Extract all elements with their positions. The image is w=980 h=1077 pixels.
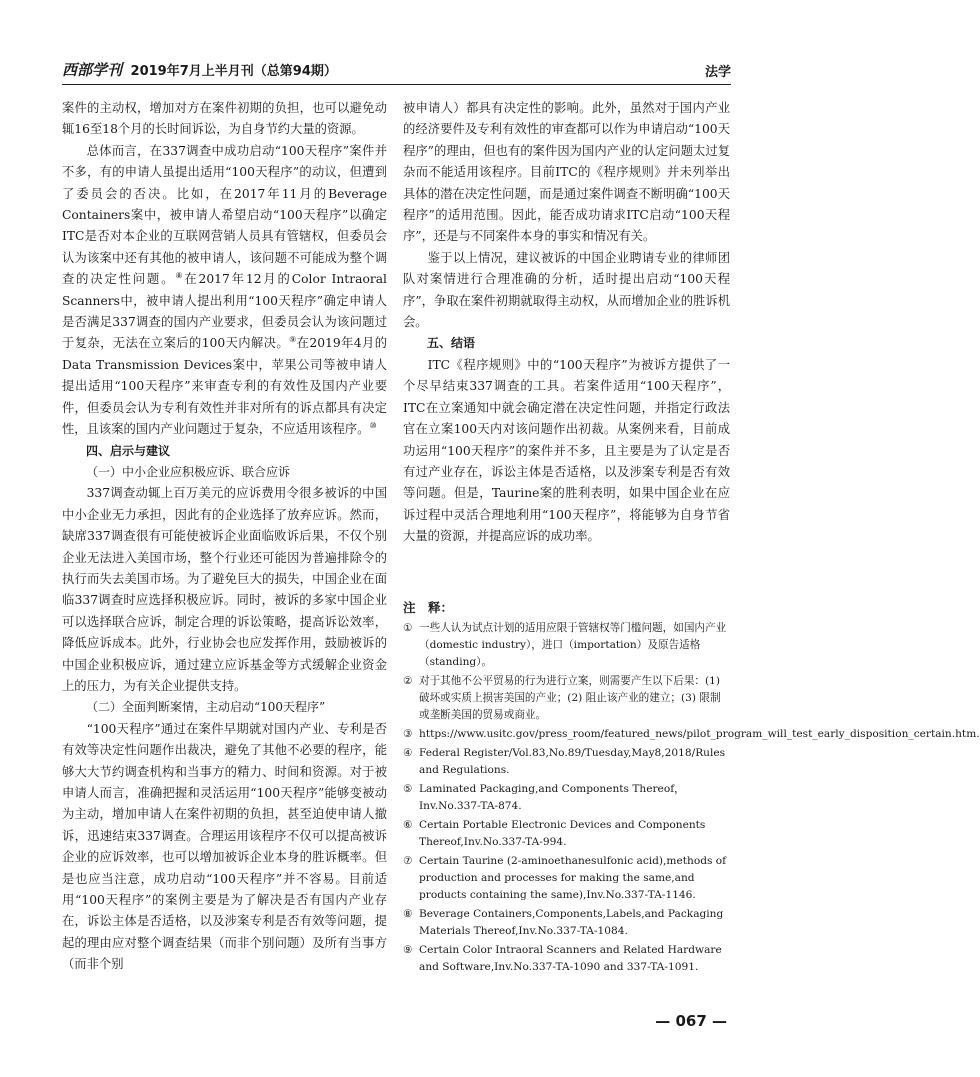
paragraph: ITC《程序规则》中的“100天程序”为被诉方提供了一个尽早结束337调查的工具。若案件适用“100天程序”，ITC在立案通知中就会确定潜在决定性问题，并指定行政法官在立案100天内对该问题作出初裁。从案例来看，目前成功运用“100天程序”的案件并不多，且主要是为了认定是否有过产业存在，诉讼主体是否适格，以及涉案专利是否有效等问题。但是，Taurine案的胜利表明，如果中国企业在应诉过程中灵活合理地利用“100天程序”，将能够为自身节省大量的资源，并提高应诉的成功率。 xyxy=(403,357,730,544)
section-label: 法学 xyxy=(704,65,731,80)
paragraph: 被申请人）都具有决定性的影响。此外，虽然对于国内产业的经济要件及专利有效性的审查都可以作为申请启动“100天程序”的理由，但也有的案件因为国内产业的认定问题太过复杂而不能适用该程序。目前ITC的《程序规则》并未列举出具体的潜在决定性问题，而是通过案件调查不断明确“100天程序”的适用范围。因此，能否成功请求ITC启动“100天程序”，还是与不同案件本身的事实和情况有关。 xyxy=(403,101,730,244)
footnote-ref: ⑩ xyxy=(369,421,377,430)
footnote-number: ⑥ xyxy=(403,819,413,831)
footnotes xyxy=(403,598,980,978)
footnote-number: ③ xyxy=(403,728,413,740)
footnote-number: ⑨ xyxy=(403,944,413,956)
left-column xyxy=(62,98,387,976)
footnote-number: ① xyxy=(403,622,413,634)
right-column xyxy=(403,98,730,548)
section-heading: 四、启示与建议 xyxy=(86,443,171,458)
footnote-item xyxy=(403,745,730,779)
footnotes-title: 注 释： xyxy=(403,600,454,615)
footnotes-list xyxy=(403,620,980,976)
footnote-text: Beverage Containers,Components,Labels,and Packaging Materials Thereof,Inv.No.337-TA-1084. xyxy=(419,908,724,937)
subsection-heading: （二）全面判断案情，主动启动“100天程序” xyxy=(86,700,326,715)
page-header xyxy=(62,54,731,85)
footnote-text: Certain Color Intraoral Scanners and Related Hardware and Software,Inv.No.337-TA-1090 and 337-TA-1091. xyxy=(419,944,722,973)
footnote-text: Certain Portable Electronic Devices and Components Thereof,Inv.No.337-TA-994. xyxy=(419,819,706,848)
footnote-text: Laminated Packaging,and Components Thereof，Inv.No.337-TA-874. xyxy=(419,783,685,812)
footnote-number: ② xyxy=(403,675,413,687)
footnote-number: ④ xyxy=(403,747,413,759)
footnote-item xyxy=(403,620,730,671)
footnote-item xyxy=(403,853,730,904)
section-heading: 五、结语 xyxy=(427,336,476,351)
footnote-text: 一些人认为试点计划的适用应限于管辖权等门槛问题，如国内产业（domestic industry），进口（importation）及原告适格（standing）。 xyxy=(419,622,727,668)
footnote-number: ⑤ xyxy=(403,783,413,795)
footnote-item xyxy=(403,726,980,743)
footnote-number: ⑦ xyxy=(403,855,413,867)
footnote-item xyxy=(403,906,730,940)
journal-info xyxy=(62,59,337,80)
footnote-text: Certain Taurine (2-aminoethanesulfonic acid),methods of production and processes for making the same,and products containing the same),Inv.No.337-TA-1146. xyxy=(419,855,727,901)
paragraph: 案件的主动权，增加对方在案件初期的负担，也可以避免动辄16至18个月的长时间诉讼，为自身节约大量的资源。 xyxy=(62,101,387,137)
footnote-item xyxy=(403,942,730,976)
paragraph: “100天程序”通过在案件早期就对国内产业、专利是否有效等决定性问题作出裁决，避免了其他不必要的程序，能够大大节约调查机构和当事方的精力、时间和资源。对于被申请人而言，准确把握和灵活运用“100天程序”能够变被动为主动，增加申请人在案件初期的负担，甚至迫使申请人撤诉，迅速结束337调查。合理运用该程序不仅可以提高被诉企业的应诉效率，也可以增加被诉企业本身的胜诉概率。但是也应当注意，成功启动“100天程序”并不容易。目前适用“100天程序”的案例主要是为了解决是否有国内产业存在，诉讼主体是否适格，以及涉案专利是否有效等问题，提起的理由应对整个调查结果（而非个别问题）及所有当事方（而非个别 xyxy=(62,721,387,972)
footnote-ref: ⑨ xyxy=(289,335,297,345)
footnote-item xyxy=(403,673,730,724)
footnote-item xyxy=(403,781,730,815)
footnote-item xyxy=(403,817,730,851)
subsection-heading: （一）中小企业应积极应诉、联合应诉 xyxy=(86,464,291,479)
paragraph: 总体而言，在337调查中成功启动“100天程序”案件并不多，有的申请人虽提出适用“100天程序”的动议，但遭到了委员会的否决。比如，在2017年11月的Beverage Containers案中，被申请人希望启动“100天程序”以确定ITC是否对本企业的互联网营销人员具有管辖权，但委员会认为该案中还有其他的被申请人，该问题不可能成为整个调查的决定性问题。⑧在2017年12月的Color Intraoral Scanners中，被申请人提出利用“100天程序”确定申请人是否满足337调查的国内产业要求，但委员会认为该问题过于复杂，无法在立案后的100天内解决。⑨在2019年4月的Data Transmission Devices案中，苹果公司等被申请人提出适用“100天程序”来审查专利的有效性及国内产业要件，但委员会认为专利有效性并非对所有的诉点都具有决定性，且该案的国内产业问题过于复杂，不应适用该程序。⑩ xyxy=(62,143,387,437)
footnote-text: https://www.usitc.gov/press_room/featured_news/pilot_program_will_test_early_disposition_certain.htm. xyxy=(419,728,980,740)
footnote-text: Federal Register/Vol.83,No.89/Tuesday,May8,2018/Rules and Regulations. xyxy=(419,747,726,776)
paragraph: 鉴于以上情况，建议被诉的中国企业聘请专业的律师团队对案情进行合理准确的分析，适时提出启动“100天程序”，争取在案件初期就取得主动权，从而增加企业的胜诉机会。 xyxy=(403,250,730,330)
paragraph: 337调查动辄上百万美元的应诉费用令很多被诉的中国中小企业无力承担，因此有的企业选择了放弃应诉。然而，缺席337调查很有可能使被诉企业面临败诉后果，不仅个别企业无法进入美国市场，整个行业还可能因为普遍排除令的执行而失去美国市场。为了避免巨大的损失，中国企业在面临337调查时应选择积极应诉。同时，被诉的多家中国企业可以选择联合应诉，制定合理的诉讼策略，提高诉讼效率，降低应诉成本。此外，行业协会也应发挥作用，鼓励被诉的中国企业积极应诉，通过建立应诉基金等方式缓解企业资金上的压力，为有关企业提供支持。 xyxy=(62,486,387,693)
issue-text: 2019年7月上半月刊（总第94期） xyxy=(130,64,337,79)
footnote-text: 对于其他不公平贸易的行为进行立案，则需要产生以下后果：(1) 破坏或实质上损害美国的产业；(2) 阻止该产业的建立；(3) 限制或垄断美国的贸易或商业。 xyxy=(419,675,721,721)
page-number: — 067 — xyxy=(655,1012,727,1030)
footnote-number: ⑧ xyxy=(403,908,413,920)
journal-logo: 西部学刊 xyxy=(62,61,123,79)
footnote-ref: ⑧ xyxy=(175,271,185,281)
